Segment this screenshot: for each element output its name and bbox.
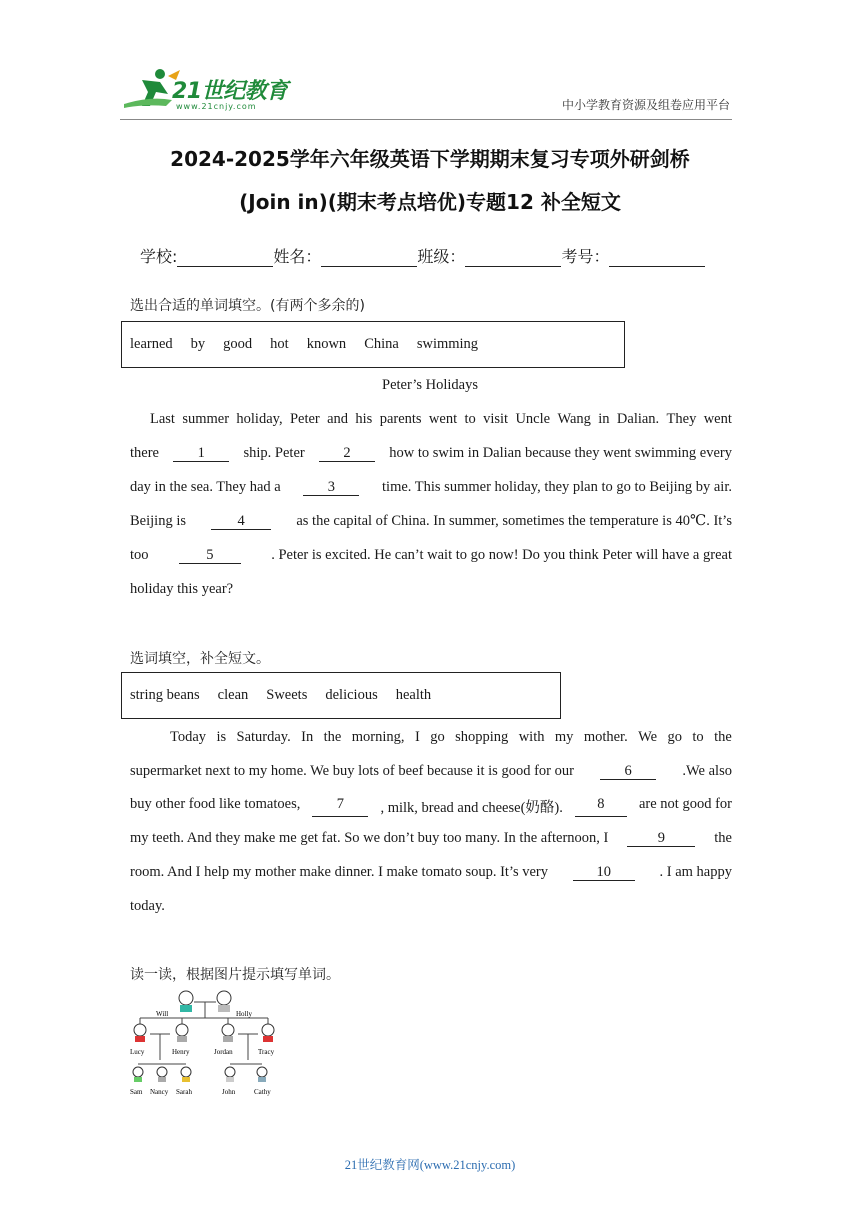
word-option: by (190, 336, 206, 352)
passage-title: Peter’s Holidays (382, 377, 478, 393)
passage2-line-3 (130, 796, 732, 817)
text-segment: Beijing is (130, 513, 186, 529)
word-option: good (223, 336, 253, 352)
word-option: delicious (325, 687, 378, 703)
word: in (598, 411, 610, 427)
henry-avatar-icon (176, 1024, 188, 1036)
word: the (714, 729, 732, 745)
text-segment: are not good for (638, 796, 732, 812)
word-option: China (364, 336, 399, 352)
passage2-line-2 (130, 763, 732, 780)
passage1-line-4 (130, 513, 732, 530)
class-blank[interactable] (465, 248, 561, 267)
passage1-line-1 (150, 411, 732, 428)
word-option: clean (217, 687, 249, 703)
passage2-line-5 (130, 864, 732, 881)
logo-text: 21世纪教育 (172, 79, 288, 104)
name-label: Cathy (254, 1088, 271, 1096)
lucy-avatar-icon (134, 1024, 146, 1036)
platform-label: 中小学教育资源及组卷应用平台 (561, 98, 730, 112)
word: and (327, 411, 349, 427)
word: parents (379, 411, 422, 427)
passage1-line-6 (130, 581, 732, 598)
section2-word-box (121, 672, 561, 719)
name-label: Nancy (150, 1088, 169, 1096)
lucy-shirt (135, 1036, 145, 1042)
word: holiday, (236, 411, 283, 427)
grandpa-shirt (180, 1005, 192, 1012)
name-label: Jordan (214, 1048, 233, 1056)
section1-instruction: 选出合适的单词填空。(有两个多余的) (130, 298, 365, 314)
john-avatar-icon (225, 1067, 235, 1077)
tracy-avatar-icon (262, 1024, 274, 1036)
name-label: Tracy (258, 1048, 275, 1056)
name-label: Sarah (176, 1088, 192, 1096)
answer-blank-4[interactable]: 4 (211, 513, 271, 530)
text-segment: , milk, bread and cheese(奶酪). (380, 800, 563, 816)
word: with (518, 729, 545, 745)
sarah-avatar-icon (181, 1067, 191, 1077)
exam-no-field[interactable] (561, 244, 705, 267)
answer-blank-5[interactable]: 5 (179, 547, 241, 564)
answer-blank-10[interactable]: 10 (573, 864, 635, 881)
text-segment: . I am happy (659, 864, 732, 880)
word: morning, (351, 729, 405, 745)
school-field[interactable] (140, 244, 273, 267)
text-segment: as the capital of China. In summer, sometimes the temperature is 40℃. It’s (296, 513, 732, 529)
cathy-shirt (258, 1077, 266, 1082)
word: is (216, 729, 227, 745)
section1-word-box (121, 321, 625, 368)
exam-no-label: 考号： (561, 247, 610, 266)
word-option: Sweets (266, 687, 308, 703)
word: his (355, 411, 373, 427)
grandma-avatar-icon (217, 991, 231, 1005)
page-title-line-2: (Join in)(期末考点培优)专题12 补全短文 (239, 190, 621, 214)
word: to (464, 411, 476, 427)
word: the (323, 729, 342, 745)
text-segment: room. And I help my mother make dinner. I make tomato soup. It’s very (130, 864, 549, 880)
word: In (301, 729, 314, 745)
word-option: health (395, 687, 432, 703)
sam-avatar-icon (133, 1067, 143, 1077)
answer-blank-1[interactable]: 1 (173, 445, 229, 462)
word: mother. (583, 729, 628, 745)
text-segment: time. This summer holiday, they plan to go to Beijing by air. (382, 479, 732, 495)
word-option: hot (270, 336, 289, 352)
word: visit (483, 411, 509, 427)
name-label: 姓名： (273, 247, 322, 266)
word: Peter (289, 411, 320, 427)
answer-blank-7[interactable]: 7 (312, 796, 368, 817)
passage1-line-3 (130, 479, 732, 496)
word: Last (150, 411, 175, 427)
text-segment: holiday this year? (130, 581, 234, 597)
name-label: Lucy (130, 1048, 145, 1056)
nancy-avatar-icon (157, 1067, 167, 1077)
word: went (703, 411, 732, 427)
passage1-line-2 (130, 445, 732, 462)
name-field[interactable] (273, 244, 417, 267)
exam-no-blank[interactable] (609, 248, 705, 267)
name-label: Holly (236, 1010, 252, 1018)
text-segment: the (714, 830, 732, 846)
school-blank[interactable] (177, 248, 273, 267)
name-label: Henry (172, 1048, 190, 1056)
jordan-avatar-icon (222, 1024, 234, 1036)
passage1-line-5 (130, 547, 732, 564)
word: shopping (455, 729, 509, 745)
sarah-shirt (182, 1077, 190, 1082)
footer-source: 21世纪教育网(www.21cnjy.com) (344, 1158, 516, 1172)
school-label: 学校: (140, 247, 178, 266)
page-title-line-1: 2024-2025学年六年级英语下学期期末复习专项外研剑桥 (170, 147, 690, 171)
word: summer (182, 411, 230, 427)
word: to (692, 729, 704, 745)
header-divider (120, 119, 732, 120)
text-segment: how to swim in Dalian because they went swimming every (389, 445, 732, 461)
john-shirt (226, 1077, 234, 1082)
text-segment: there (130, 445, 159, 461)
word: go (667, 729, 682, 745)
tracy-shirt (263, 1036, 273, 1042)
logo-url: www.21cnjy.com (176, 102, 257, 111)
class-field[interactable] (417, 244, 561, 267)
text-segment: supermarket next to my home. We buy lots of beef because it is good for our (130, 763, 574, 779)
answer-blank-3[interactable]: 3 (303, 479, 359, 496)
word: Saturday. (236, 729, 291, 745)
word: They (666, 411, 697, 427)
sam-shirt (134, 1077, 142, 1082)
passage2-line-6 (130, 898, 732, 915)
text-segment: day in the sea. They had a (130, 479, 281, 495)
answer-blank-8[interactable]: 8 (575, 796, 627, 817)
text-segment: . Peter is excited. He can’t wait to go now! Do you think Peter will have a great (271, 547, 732, 563)
family-tree-illustration (126, 988, 286, 1100)
text-segment: today. (130, 898, 165, 914)
text-segment: ship. Peter (243, 445, 305, 461)
answer-blank-9[interactable]: 9 (627, 830, 695, 847)
answer-blank-6[interactable]: 6 (600, 763, 656, 780)
section3-instruction: 读一读，根据图片提示填写单词。 (130, 967, 340, 983)
name-label: Sam (130, 1088, 143, 1096)
word-option: swimming (416, 336, 479, 352)
name-label: Will (156, 1010, 169, 1018)
grandma-shirt (218, 1005, 230, 1012)
word: Dalian. (616, 411, 660, 427)
jordan-shirt (223, 1036, 233, 1042)
text-segment: .We also (682, 763, 732, 779)
word: Today (170, 729, 207, 745)
text-segment: too (130, 547, 149, 563)
word: went (428, 411, 458, 427)
word-option: known (306, 336, 347, 352)
word: go (430, 729, 445, 745)
name-label: John (222, 1088, 236, 1096)
section2-instruction: 选词填空，补全短文。 (130, 651, 270, 667)
student-info-row (140, 244, 740, 267)
word: We (638, 729, 658, 745)
nancy-shirt (158, 1077, 166, 1082)
word-option: string beans (130, 687, 200, 703)
text-segment: buy other food like tomatoes, (130, 796, 301, 812)
word: Uncle (515, 411, 551, 427)
name-blank[interactable] (321, 248, 417, 267)
word: my (554, 729, 574, 745)
word: Wang (557, 411, 591, 427)
passage2-line-1 (170, 729, 732, 746)
text-segment: my teeth. And they make me get fat. So we don’t buy too many. In the afternoon, I (130, 830, 609, 846)
henry-shirt (177, 1036, 187, 1042)
cathy-avatar-icon (257, 1067, 267, 1077)
passage2-line-4 (130, 830, 732, 847)
word: I (414, 729, 420, 745)
class-label: 班级： (417, 247, 466, 266)
word-option: learned (130, 336, 173, 352)
grandpa-avatar-icon (179, 991, 193, 1005)
answer-blank-2[interactable]: 2 (319, 445, 375, 462)
